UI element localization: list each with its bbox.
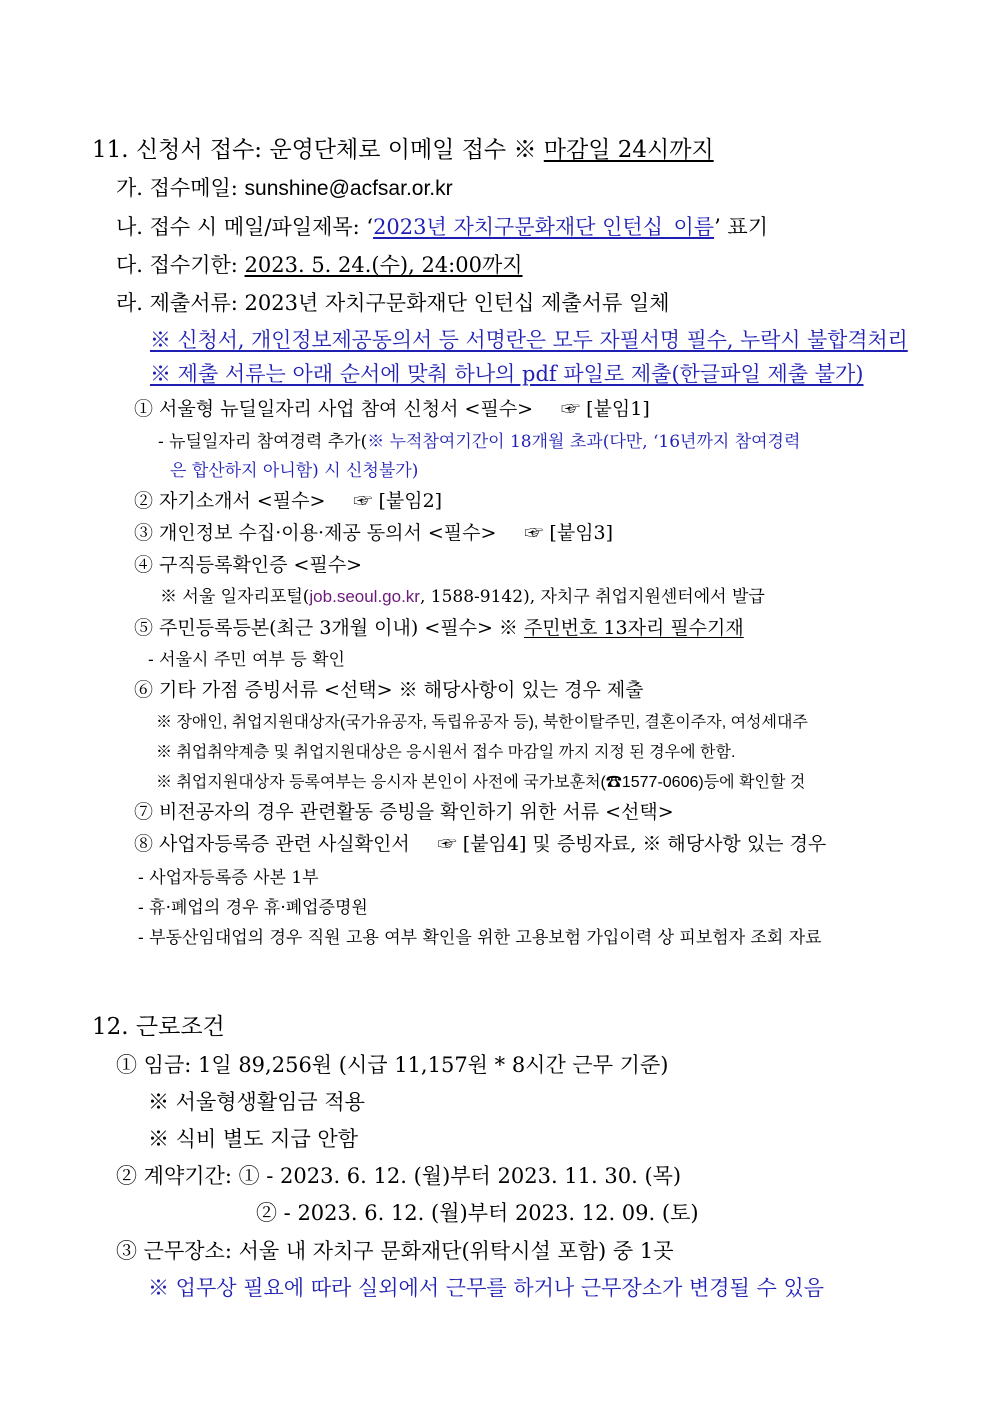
wage-note-2: ※ 식비 별도 지급 안함 [148,1127,358,1151]
doc-item-5-sub: - 서울시 주민 여부 등 확인 [148,650,345,670]
doc-item-4-note: ※ 서울 일자리포털(job.seoul.go.kr, 1588-9142), 자치구 취업지원센터에서 발급 [160,587,765,607]
mail-title-line: 나. 접수 시 메일/파일제목: ‘2023년 자치구문화재단 인턴십_이름’ 표기 [116,215,769,239]
wage-line: ① 임금: 1일 89,256원 (시급 11,157원 * 8시간 근무 기준) [116,1053,669,1077]
attachment-ref-3: ☞ [붙임3] [524,522,614,544]
work-place: ③ 근무장소: 서울 내 자치구 문화재단(위탁시설 포함) 중 1곳 [116,1239,674,1263]
deadline-note: 마감일 24시까지 [543,137,714,163]
doc-item-1: ① 서울형 뉴딜일자리 사업 참여 신청서 <필수> ☞ [붙임1] [134,398,650,420]
doc-item-8: ⑧ 사업자등록증 관련 사실확인서 ☞ [붙임4] 및 증빙자료, ※ 해당사항 있는 경우 [134,833,827,855]
section-12-title: 12. 근로조건 [92,1014,225,1040]
doc-item-6-note-3: ※ 취업지원대상자 등록여부는 응시자 본인이 사전에 국가보훈처(☎1577-0606)등에 확인할 것 [156,774,806,791]
doc-item-7: ⑦ 비전공자의 경우 관련활동 증빙을 확인하기 위한 서류 <선택> [134,801,674,823]
job-portal-link[interactable]: job.seoul.go.kr [309,587,420,606]
documents-line: 라. 제출서류: 2023년 자치구문화재단 인턴십 제출서류 일체 [116,291,670,315]
email-line: 가. 접수메일: sunshine@acfsar.or.kr [116,176,453,200]
doc-item-8-sub-2: - 휴·폐업의 경우 휴·폐업증명원 [138,898,368,918]
contract-period-2: ② - 2023. 6. 12. (월)부터 2023. 12. 09. (토) [256,1201,699,1225]
contract-period-1: ② 계약기간: ① - 2023. 6. 12. (월)부터 2023. 11. 30. (목) [116,1164,682,1188]
signature-note: ※ 신청서, 개인정보제공동의서 등 서명란은 모두 자필서명 필수, 누락시 불합격처리 [150,328,908,352]
deadline-line: 다. 접수기한: 2023. 5. 24.(수), 24:00까지 [116,253,523,277]
doc-item-4: ④ 구직등록확인증 <필수> [134,554,363,576]
attachment-ref-2: ☞ [붙임2] [353,490,443,512]
attachment-ref-1: ☞ [붙임1] [561,398,650,420]
resident-number-note: 주민번호 13자리 필수기재 [523,617,744,639]
doc-item-8-sub-1: - 사업자등록증 사본 1부 [138,868,319,888]
mail-title-format: 2023년 자치구문화재단 인턴십_이름 [373,215,715,239]
section-11-title: 11. 신청서 접수: 운영단체로 이메일 접수 ※ 마감일 24시까지 [92,137,714,163]
pdf-note: ※ 제출 서류는 아래 순서에 맞춰 하나의 pdf 파일로 제출(한글파일 제출 불가) [150,362,864,386]
work-place-note: ※ 업무상 필요에 따라 실외에서 근무를 하거나 근무장소가 변경될 수 있음 [148,1276,825,1300]
doc-item-6-note-2: ※ 취업취약계층 및 취업지원대상은 응시원서 접수 마감일 까지 지정 된 경우에 한함. [156,744,736,761]
deadline-date: 2023. 5. 24.(수), 24:00까지 [244,253,523,277]
doc-item-6-note-1: ※ 장애인, 취업지원대상자(국가유공자, 독립유공자 등), 북한이탈주민, 결혼이주자, 여성세대주 [156,714,808,731]
doc-item-3: ③ 개인정보 수집·이용·제공 동의서 <필수> ☞ [붙임3] [134,522,614,544]
attachment-ref-4: ☞ [붙임4] 및 증빙자료, ※ 해당사항 있는 경우 [437,833,827,855]
email-address[interactable]: sunshine@acfsar.or.kr [244,177,453,200]
doc-item-2: ② 자기소개서 <필수> ☞ [붙임2] [134,490,443,512]
doc-item-5: ⑤ 주민등록등본(최근 3개월 이내) <필수> ※ 주민번호 13자리 필수기재 [134,617,744,639]
doc-item-1-sub-cont: 은 합산하지 아니함) 시 신청불가) [170,461,419,481]
wage-note-1: ※ 서울형생활임금 적용 [148,1090,365,1114]
doc-item-6: ⑥ 기타 가점 증빙서류 <선택> ※ 해당사항이 있는 경우 제출 [134,679,644,701]
doc-item-1-sub: - 뉴딜일자리 참여경력 추가(※ 누적참여기간이 18개월 초과(다만, ‘16년까지 참여경력 [158,432,801,452]
doc-item-8-sub-3: - 부동산임대업의 경우 직원 고용 여부 확인을 위한 고용보험 가입이력 상 피보험자 조회 자료 [138,928,822,948]
